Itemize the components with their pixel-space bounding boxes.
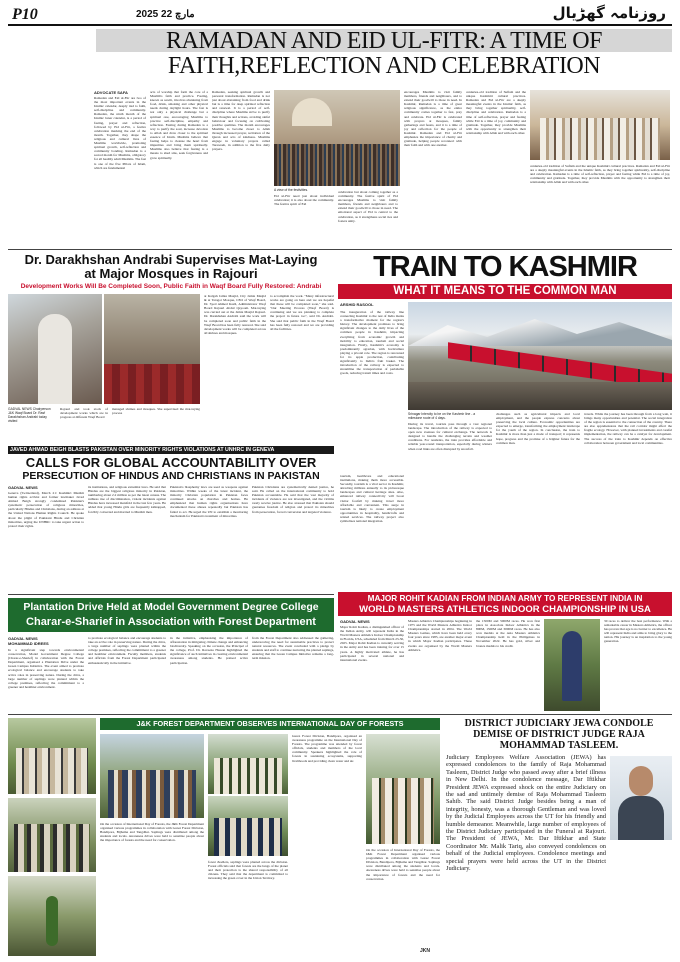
forest-photo-2 [208, 734, 288, 794]
athletics-headline-line2: WORLD MASTERS ATHLETICS INDOOR CHAMPIONSHIP IN USA [359, 604, 651, 615]
lead-col-1: Ramadan and Eid ul-Fitr are two of the most important events in the Islamic calendar, deeply tied to faith, self-discipline and community. Ramadan, the ninth month of the Islamic lunar calendar, is a period of fasting, prayer and reflection, followed by Eid ul-Fitr, a festive celebration marking the end of the month. Together, they shape the religious and cultural lives of Muslims worldwide, promoting spiritual growth, self-reflection and community bonding. Ramadan is a sacred month for Muslims, obligatory for all healthy adult Muslims. The fast is one of the five Pillars of Islam, which are fundamental [94, 96, 146, 170]
lead-headline-line2: FAITH,REFLECTION AND CELEBRATION [167, 53, 601, 79]
forest-col-1: On the occasion of International Day of Forests, the J&K Forest Department organised various programmes in collaboration with Gurez Forest Division, Bandipora, Bijhama and Tangdhar. Saplings were distributed among the students and locals. Awareness drives were held to sensitise people about the importance of forests and the need for conservation. [100, 822, 204, 843]
athletics-col-2: Masters Athletics Championships beginning in 1975 and the World Masters Athletics Indoor Championships started in 2004. The World Masters Games, which have been held every four years since 1985, are another major event in which Major Kadian participates. These events are organised by the World Masters Athletics. [408, 619, 472, 652]
pakistan-col-4: Pakistan Christians are systematically denied justice, he said. He called on the international community to hold Pakistan accountable. He said that the vast majority of incidents of violence are not investigated, and the victims rarely receive justice. He also stressed that Pakistan should guarantee freedom of religion and protect its minorities from persecution, forced conversion and targeted violence. [252, 485, 334, 514]
athletics-headline [338, 594, 672, 615]
lead-col-9: centuries-old tradition of Sufism and the unique Kashmiri cultural practices. Ramadan and Eid ul-Fitr are a deeply meaningful events in the Islamic faith, as they bring together spirituality, self-discipline and celebration. Ramadan is a time of self-reflection, prayer and fasting while Eid is a time of joy, community and gratitude. Together, they provide Muslims with the opportunity to strengthen their relationship with Allah and with each other. [530, 164, 670, 185]
pakistan-col-2: its institutions, and religious extremist laws. He said that Hindus are the biggest religious minority in Pakistan, numbering about 2.2 million as per the latest census. The ruthless rise of discrimination, violent incidents against Hindus have increased manifold in the last few years. He added that young Hindu girls are frequently kidnapped, forcibly converted and married to Muslim men. [88, 485, 166, 514]
train-byline: ARSHID RASOOL [340, 302, 374, 307]
rajouri-headline-line1: Dr. Darakhshan Andrabi Supervises Mat-Laying [24, 252, 318, 267]
judiciary-portrait-head [629, 766, 653, 796]
plantation-headline-line1: Plantation Drive Held at Model Government Degree College [23, 601, 319, 613]
issue-date-day: 22 مارچ [161, 9, 195, 20]
plantation-photo-2-people [14, 824, 90, 872]
athletics-photo-runner [562, 631, 582, 701]
lead-side-photo [530, 90, 670, 160]
plantation-col-4: from the Forest Department also addressed the gathering, underscoring the need for sustainable practices to protect natural resources. The event concluded with a pledge by students and staff to continue nurturing the planted saplings, ensuring that the Green Campus Initiative remains a long-term mission. [252, 636, 334, 661]
judiciary-portrait [610, 756, 672, 840]
forest-photo-2-group [214, 758, 282, 794]
pakistan-kicker: JAVED AHMAD BEIGH BLASTS PAKISTAN OVER MINORITY RIGHTS VIOLATIONS AT UNHRC IN GENEVA [10, 447, 275, 453]
lead-col-8: centuries-old tradition of Sufism and the unique Kashmiri cultural practices. Ramadan and Eid ul-Fitr are a deeply meaningful events in the Islamic faith, as they bring together spirituality, self-discipline and celebration. Ramadan is a time of self-reflection, prayer and fasting while Eid is a time of joy, community and gratitude. Together, they provide Muslims with the opportunity to strengthen their relationship with Allah and with each other. [466, 90, 526, 135]
rajouri-caption: GADVAL NEWS Chairperson J&K Waqf Board Dr. Rasf Darakhshan Andrabi today visited [8, 407, 51, 423]
rajouri-headline-line2: at Major Mosques in Rajouri [84, 266, 258, 281]
lead-side-photo-figures [540, 118, 660, 160]
forest-photo-1 [100, 734, 204, 818]
lead-col-5: Eid ul-Fitr need just about individual celebration; it is also about the community. The festive spirit of Eid [274, 194, 334, 207]
athletics-byline: GADVAL NEWS [340, 619, 370, 624]
rajouri-photo-2 [104, 294, 200, 404]
plantation-photo-1 [8, 718, 96, 794]
rajouri-col-c: to accomplish the work. "Many infrastructural works are going on here and we are hopeful that these will be completed soon," she said. "Our Meeting Process (Waqf Board) is continuing and we are planning to complete the project in future too", said Dr. Andrabi. She said that public faith in the Waqf Board has been fully restored and we are providing all the facilities. [270, 294, 334, 331]
issue-date [136, 9, 195, 20]
athletics-col-3: the 1500M and 5000M races. He won first place in Associate Indoor Athletics in the 800M, 1500M and 3000M races. He has also won medals at the Asia Masters Athletics Championship held in the Philippines in November 2022. He has gold, silver and bronze medals to his credit. [476, 619, 540, 648]
train-headline: TRAIN TO KASHMIR [373, 251, 637, 283]
paper-name-urdu: روزنامہ گھڑیال [552, 4, 666, 22]
lead-col-2: acts of worship that form the core of a Muslim's faith and practice. Fasting, known as sawm, involves abstaining from food, drink, smoking and other physical needs during daylight hours. The fast is not only a physical challenge but a spiritual one, encouraging Muslims to practice self-discipline, empathy and reflection. Fasting during Ramadan is a way to purify the soul, increase devotion to Allah and draw closer to the spiritual essence of Islam. Muslims believe that fasting helps to cleanse the heart from impurities and bring them spiritually. Muslims also believe that fasting is a means to shed sins, seek forgiveness and grow spiritually. [150, 90, 208, 160]
train-subhead: WHAT IT MEANS TO THE COMMON MAN [393, 285, 617, 297]
plantation-photo-1-people [16, 748, 88, 794]
train-photo [408, 302, 672, 410]
rajouri-photo-1-figure [38, 314, 72, 404]
judiciary-headline-line3: MOHAMMAD TASLEEM. [499, 740, 619, 751]
plantation-col-1: In a significant step towards environmental conservation, Model Government Degree College (Charar-e-Sharief) in collaboration with the Forest Department, organised a Plantation Drive under the Green Campus Initiative. The event aimed to promote ecological balance and encourage students to take active roles in preserving nature. During the drive, a large number of saplings were planted within the college premises, reflecting the commitment to a greener and healthier environment. [8, 648, 84, 689]
lead-headline-line1: RAMADAN AND EID UL-FITR: A TIME OF [166, 28, 602, 54]
train-col-4: challenges such as agricultural impacts and local employment, and the people express concerns about preserving the local culture. Economic opportunities are expected to emerge, transforming the employment landscape for the youth of the region. In conclusion, the train to Kashmir is more than just a mode of transport; it represents hope, progress and the promise of a brighter future for the common man. [496, 412, 580, 445]
forest-headline: J&K FOREST DEPARTMENT OBSERVES INTERNATIONAL DAY OF FORESTS [136, 719, 404, 728]
forest-footer-note: JKN [420, 948, 431, 954]
train-col-1: The inauguration of the railway line connecting Kashmir to the rest of India marks a transformative moment for the region's history. The development promises to bring significant changes to the daily lives of the common people in Kashmir, impacting everything from economic growth and mobility to education, tourism and social integration. Firstly, Kashmir's economy is predominantly agrarian, with horticulture playing a pivotal role. The region is renowned for its apple production, contributing significantly to India's fruit basket. The introduction of the railway is expected to streamline the transportation of perishable goods, reducing transit times and costs. [340, 310, 404, 376]
section-rule-1 [8, 249, 672, 250]
forest-photo-4-group [372, 778, 434, 844]
lead-col-6: celebration but about coming together as a community. The festive spirit of Eid encourages Muslims to visit family members, friends and neighbours and to extend their goodwill to those in need. The emotional aspect of Eid is central to the celebration, as it strengthens social ties and fosters unity. [338, 190, 398, 223]
plantation-col-3: in the initiative, emphasising the importance of afforestation in mitigating climate change and enhancing biodiversity. Speaking on the occasion, the Principal of the college, Prof. Dr. Raveena Hassan highlighted the significance of such initiatives in creating environmental awareness among students. He praised active participation. [170, 636, 248, 665]
plantation-byline: GADVAL NEWS [8, 636, 38, 641]
pakistan-col-1: Geneva (Switzerland), March 21: Kashmiri Muslim human rights activist and former lawmaker Javed Ahmad Beigh strongly condemned Pakistan's systematic persecution of religious minorities, particularly Hindus and Christians, during an address at the United Nations Human Rights Council. He spoke about the plight of Pakistani Hindu and Christian minorities, urging the UNHRC to take urgent action to protect their rights. [8, 491, 84, 528]
rajouri-subhead: Development Works Will Be Completed Soon, Public Faith in Waqf Board Fully Restored: Andrabi [20, 283, 322, 290]
forest-col-4: On the occasion of International Day of Forests, the J&K Forest Department organised various programmes in collaboration with Gurez Forest Division, Bandipora, Bijhama and Tangdhar. Saplings were distributed among the students and locals. Awareness drives were held to sensitise people about the importance of forests and the need for conservation. [366, 848, 440, 881]
rajouri-body: at Kalgah Jamia Masjid, City Jamia Masjid & at Taragot Mosque, CEO of Waqf Board, Dr. Syed Ahmed Kazil, Administrator Waqf Board Rajouri Abdul Qayoom. Mat-laying was carried out at the Jamia Masjid Rajouri. Dr. Darakhshan Andrabi said the work will be completed soon and public faith in the Waqf Board has been fully restored. She said development works will be completed across all shrines and mosques. [204, 294, 266, 335]
judiciary-portrait-body [618, 796, 664, 840]
section-rule-3 [8, 714, 672, 715]
pakistan-headline-line2: PERSECUTION OF HINDUS AND CHRISTIANS IN PAKISTAN [22, 470, 320, 482]
rajouri-photo-2-carpet [104, 364, 200, 404]
plantation-photo-3-sapling [46, 896, 58, 946]
forest-photo-1-group [108, 770, 196, 818]
lead-photo-caption: A view of the festivities. [274, 188, 309, 192]
rajouri-headline [8, 253, 334, 281]
lead-photo-crowd [274, 144, 400, 186]
plantation-col-2: to promote ecological balance and encourage students to take an active role in preserving nature. During the drive, a large number of saplings were planted within the college premises, reflecting the commitment to a greener and healthier environment. Faculty members, students and officials from the Forest Department participated enthusiastically in the initiative. [88, 636, 166, 665]
judiciary-headline-line1: DISTRICT JUDICIARY JEWA CONDOLE [464, 718, 654, 729]
rajouri-col-a: Rajouri and took stock of development works which are in progress at different Waqf Board [60, 407, 108, 420]
masthead [8, 4, 672, 24]
judiciary-headline-line2: DEMISE OF DISTRICT JUDGE RAJA [473, 729, 645, 740]
lead-col-3: Ramadan, seeking spiritual growth and personal transformation. Ramadan is not just about abstaining from food and drink but is a time for deep spiritual reflection and renewal. It is a period of self-discipline where Muslims strive to purify their thoughts and actions, avoiding sinful behaviour and focusing on cultivating positive qualities. The month encourages Muslims to become closer to Allah through increased prayer, recitation of the Quran and acts of kindness. Muslims engage in voluntary prayers called Taraweeh, in addition to the five daily prayers. [212, 90, 270, 152]
pakistan-headline-line1: CALLS FOR GLOBAL ACCOUNTABILITY OVER [25, 455, 317, 470]
plantation-headline-line2: Charar-e-Sharief in Association with Forest Department [26, 616, 316, 628]
plantation-photo-3 [8, 876, 96, 956]
rajouri-col-b: managed shrines and mosques. She supervised the mat-laying process [112, 407, 200, 416]
rajouri-photo-1 [8, 294, 102, 404]
train-col-2: tourism, healthcare and educational institutions, making them more accessible. Secondly, tourism is a vital sector in Kashmir, attracting millions annually to its picturesque landscapes and cultural heritage sites. Also, enhanced railway connectivity will boost visitor footfall by making travel more affordable and convenient. This surge in tourism is likely to create employment opportunities in hospitality, handicrafts and related services. The railway project also symbolises national integration. [340, 474, 404, 524]
train-col-5: travels. While the journey has been through from a long wait, it brings many opportunities and potential. The social integration of the region is essential to the connection of the country. There are also apprehensions that the rail corridor might affect the fragile ecology. However, with planned investments and careful implementation, the railway can be a catalyst for development. The success of the train to Kashmir depends on effective collaboration between government and local communities. [584, 412, 672, 445]
section-rule-2 [8, 594, 334, 595]
lead-byline: ADVOCATE SAFA [94, 90, 128, 95]
lead-photo-dome [292, 98, 332, 126]
train-photo-track [408, 382, 672, 410]
issue-date-year: 2025 [136, 9, 159, 20]
plantation-byline-2: MOHAMMAD IDREES [8, 641, 49, 646]
pakistan-col-3: Pakistan's blasphemy laws are used as weapons against minorities. Within weeks of the latest incident, the minority Christian population in Pakistan faces continued attacks on churches and homes. He emphasized that human rights organisations have documented these abuses repeatedly but Pakistan has failed to act. He urged the UN to establish a monitoring mechanism for Pakistan's treatment of minorities. [170, 485, 248, 518]
forest-photo-3-group [214, 818, 282, 856]
lead-eid-photo [274, 90, 400, 186]
train-photo-caption: Srinagar Intercity to be on the Kashmir line - a milestone route of 4 days. [408, 412, 476, 420]
judiciary-headline [446, 718, 672, 751]
pakistan-byline: GADVAL NEWS [8, 485, 38, 490]
forest-col-2: forest dwellers, saplings were planted across the division. Forest officials said that forests are the lungs of the planet and their protection is the shared responsibility of all citizens. They said that the department is committed to increasing the green cover in the Union Territory. [208, 860, 288, 881]
forest-col-3: Gurez Forest Division, Bandipora, organised an awareness programme on the International Day of Forests. The programme was attended by forest officials, students and members of the local community. Speakers highlighted the role of forests in sustaining ecosystems, supporting livelihoods and providing clean water and air. [292, 734, 362, 763]
athletics-col-1: Major Rohit Kadian, a distinguished officer of the Indian Army, will represent India in the World Masters Athletics Indoor Championship in Florida, USA, scheduled from March 23-30, 2025. Major Rohit Kadian is currently serving in the Army and has been training for over 15 years. A highly motivated athlete, he has participated in several national and international events. [340, 625, 404, 662]
masthead-rule [8, 24, 672, 26]
train-col-3: During its travel, tourists pass through a vast regional landscape. The introduction of the railway is expected to open new avenues for cultural exchange. The network is designed to handle the challenging terrain and weather conditions. For residents, the train provides affordable and reliable year-round transportation, especially during winters when road links are often disrupted by snowfall. [408, 422, 492, 451]
plantation-photo-2 [8, 798, 96, 872]
plantation-headline [8, 600, 334, 630]
lead-col-7: encourages Muslims to visit family members, friends and neighbours, and to extend their goodwill to those in need. In Kashmir, Ramadan is a time of great religious significance, as the entire community comes together to fast, pray and celebrate. Eid ul-Fitr is celebrated with prayers at mosques, family gatherings and feasts, and it is a time of joy and reflection for the people of Kashmir. Ramadan and Eid ul-Fitr emphasize the importance of charity and gratitude, helping people reconnect with their faith and with one another. [404, 90, 462, 148]
athletics-headline-line1: MAJOR ROHIT KADIAN FROM INDIAN ARMY TO REPRESENT INDIA IN [367, 594, 643, 603]
page-number: P10 [12, 6, 38, 23]
forest-photo-4 [366, 734, 440, 844]
pakistan-headline [8, 456, 334, 483]
athletics-photo [544, 619, 600, 711]
forest-photo-3 [208, 796, 288, 856]
athletics-col-4: 30 races to deliver the best performance. With a remarkable career in Masters Athletics, the officer has proven that age is no barrier to excellence. He will represent India and aims to bring glory to the nation. His journey is an inspiration to the young generation. [604, 619, 672, 644]
judiciary-body: Judiciary Employees Welfare Association (JEWA) has expressed condolences to the family of Raja Mohammad Tasleem, District Judge who passed away after a brief illness in New Delhi. In the condolence message, Dar Iftikhar President JEWA expressed shock on the entire Judiciary on the sad and untimely demise of Raja Mohammad Tasleem Sahib. The said District Judge besides being a man of integrity, honesty, was a thorough Gentleman and was loved by the Judicial Employees across the UT for his friendly and humble demeanor. Meanwhile, large number of employees of the District Judiciary participated in the Funeral at Rajouri. The President of JEWA, Mr. Dar Iftikhar and State Coordinator Mr. Malik Tariq, also conveyed condolences on behalf of the Judicial employees. Condolence meetings and special prayers were held across the UT in the District Judiciary. [446, 754, 606, 873]
lead-headline [96, 29, 672, 87]
